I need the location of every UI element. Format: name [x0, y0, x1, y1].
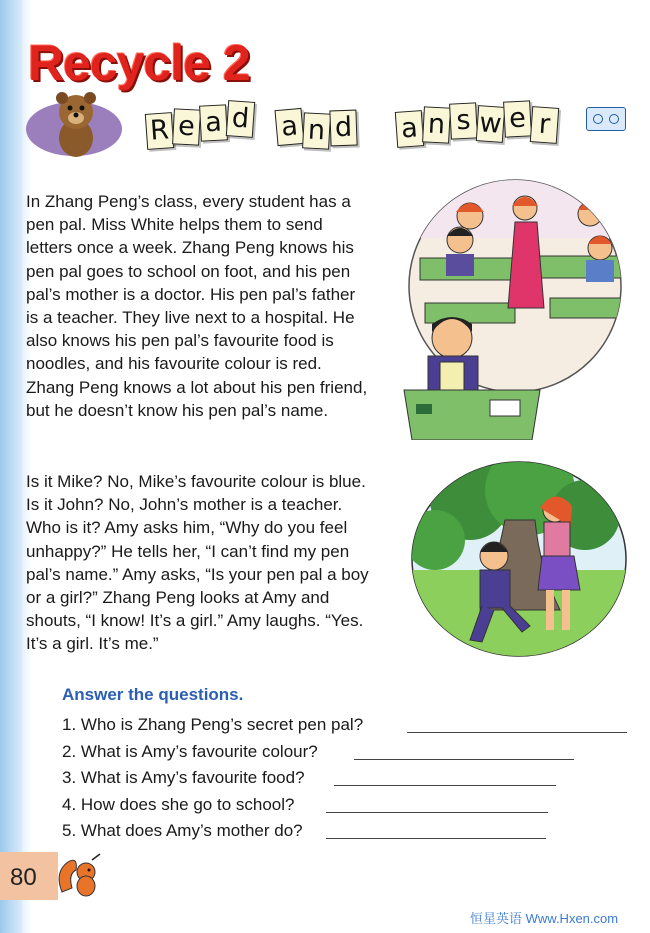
story-paragraph-2	[26, 470, 369, 656]
cassette-tape-icon[interactable]	[586, 107, 626, 131]
story-paragraph-1	[26, 190, 367, 422]
page-title: Recycle 2	[28, 35, 250, 91]
tile-letter: a	[395, 110, 424, 148]
text-line: In Zhang Peng’s class, every student has a	[26, 192, 351, 211]
question-text: 3. What is Amy’s favourite food?	[62, 768, 305, 787]
text-line: shouts, “I know! It’s a girl.” Amy laughs. “Yes.	[26, 611, 364, 631]
squirrel-mascot-icon	[54, 852, 106, 900]
answer-line[interactable]	[326, 838, 546, 839]
tile-letter: s	[449, 102, 478, 139]
text-line: noodles, and his favourite colour is red.	[26, 354, 322, 374]
text-line: is a teacher. They live next to a hospital. He	[26, 308, 355, 328]
tile-letter: R	[145, 112, 174, 150]
bear-mascot-icon	[44, 86, 108, 158]
text-line: pal’s mother is a doctor. His pen pal’s father	[26, 284, 356, 304]
read-and-answer-tiles	[146, 97, 566, 157]
text-line: It’s a girl. It’s me.”	[26, 634, 159, 654]
tile-letter: e	[503, 100, 532, 137]
question-text: 2. What is Amy’s favourite colour?	[62, 741, 318, 761]
questions-list	[62, 712, 363, 845]
page-number: 80	[10, 864, 37, 891]
tile-letter: a	[199, 104, 228, 141]
question-item	[62, 712, 363, 739]
text-line: but he doesn’t know his pen pal’s name.	[26, 400, 329, 420]
tile-letter: d	[226, 100, 255, 138]
question-item	[62, 739, 363, 766]
text-line: unhappy?” He tells her, “I can’t find my pen	[26, 541, 350, 561]
question-text: 1. Who is Zhang Peng’s secret pen pal?	[62, 715, 364, 734]
text-line: pal’s name.” Amy asks, “Is your pen pal a boy	[26, 564, 369, 584]
question-text: 4. How does she go to school?	[62, 794, 295, 814]
tile-letter: n	[302, 112, 331, 149]
tree-scene-illustration	[410, 460, 628, 658]
tile-letter: r	[530, 106, 559, 144]
tile-letter: e	[172, 108, 201, 145]
classroom-illustration	[390, 178, 640, 440]
text-line: Zhang Peng knows a lot about his pen friend,	[26, 377, 368, 397]
tile-letter: n	[422, 106, 451, 143]
question-item	[62, 792, 363, 819]
text-line: or a girl?” Zhang Peng looks at Amy and	[26, 588, 330, 608]
answer-line[interactable]	[407, 732, 627, 733]
tile-letter: w	[476, 105, 505, 143]
answer-line[interactable]	[326, 812, 548, 813]
tile-letter: d	[329, 110, 357, 147]
text-line: pen pal goes to school on foot, and his pen	[26, 261, 351, 281]
text-line: Who is it? Amy asks him, “Why do you feel	[26, 518, 348, 538]
page-edge-band	[0, 0, 22, 933]
text-line: pen pal. Miss White helps them to send	[26, 215, 323, 235]
question-item	[62, 765, 363, 792]
text-line: also knows his pen pal’s favourite food is	[26, 331, 334, 351]
question-text: 5. What does Amy’s mother do?	[62, 821, 303, 840]
answer-line[interactable]	[334, 785, 556, 786]
text-line: letters once a week. Zhang Peng knows his	[26, 238, 354, 258]
text-line: Is it John? No, John’s mother is a teacher.	[26, 495, 343, 515]
questions-heading: Answer the questions.	[62, 685, 244, 704]
question-item	[62, 818, 363, 845]
watermark: 恒星英语 Www.Hxen.com	[470, 911, 619, 926]
answer-line[interactable]	[354, 759, 574, 760]
text-line: Is it Mike? No, Mike’s favourite colour is blue.	[26, 472, 366, 491]
tile-letter: a	[274, 108, 304, 146]
